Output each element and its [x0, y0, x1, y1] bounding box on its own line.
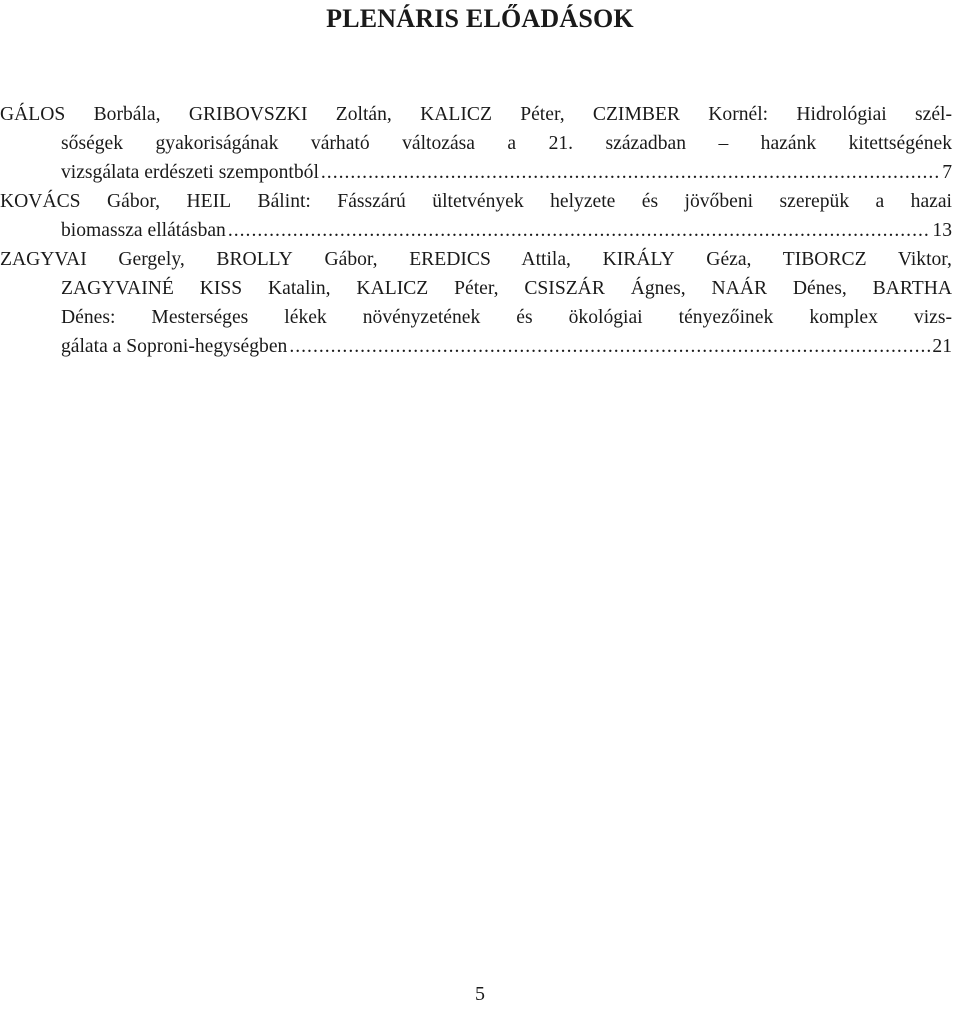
toc-entry-line — [0, 129, 952, 158]
author-surname-rest: SISZÁR — [537, 278, 605, 299]
author-initial: H — [186, 191, 201, 212]
author-initial: B — [872, 278, 886, 299]
author-given-name: Attila, — [490, 249, 603, 270]
author-given-name: Borbála, — [65, 104, 189, 125]
page-number: 5 — [475, 983, 485, 1005]
entry-title-text: biomassza ellátásban — [61, 220, 226, 241]
author-initial: K — [199, 278, 214, 299]
author-surname-rest: AGYVAI — [11, 249, 87, 270]
author-surname-rest: AGYVAINÉ — [72, 278, 174, 299]
author-surname-rest: ISS — [213, 278, 243, 299]
author-initial: G — [0, 104, 15, 125]
author-surname-rest: ALICZ — [434, 104, 492, 125]
author-surname-rest: EIL — [200, 191, 232, 212]
toc-entry-leader — [0, 216, 952, 245]
author-surname-rest: IBORCZ — [794, 249, 867, 270]
toc-entry — [0, 245, 952, 361]
author-initial: K — [602, 249, 617, 270]
author-given-name: Gábor, — [80, 191, 187, 212]
toc-entry-line — [0, 100, 952, 129]
author-initial: K — [420, 104, 435, 125]
author-given-name: Péter, — [428, 278, 525, 299]
author-given-name: Gergely, — [86, 249, 217, 270]
entry-page-number[interactable]: 21 — [932, 336, 952, 357]
toc-entry-line — [0, 274, 952, 303]
entry-page-number[interactable]: 7 — [942, 162, 952, 183]
toc-entry-line — [0, 245, 952, 274]
toc-entry-leader — [0, 158, 952, 187]
author-initial: Z — [0, 249, 12, 270]
author-initial: N — [711, 278, 726, 299]
author-initial: K — [0, 191, 15, 212]
entry-title-text: Dénes: Mesterséges lékek növényzetének és ökológiai tényezőinek komplex vizs- — [61, 307, 952, 328]
dot-leader — [228, 216, 931, 245]
entry-title-text: Bálint: Fásszárú ültetvények helyzete és jövőbeni szerepük a hazai — [231, 191, 952, 212]
author-surname-rest: ARTHA — [885, 278, 953, 299]
toc-entry — [0, 187, 952, 245]
author-initial: Z — [61, 278, 73, 299]
author-given-name: Péter, — [491, 104, 593, 125]
author-given-name: Zoltán, — [307, 104, 421, 125]
toc-entry-leader — [0, 332, 952, 361]
author-given-name: Dénes, — [767, 278, 873, 299]
toc-entry-line — [0, 303, 952, 332]
author-given-name — [174, 278, 200, 299]
table-of-contents — [0, 100, 952, 361]
author-surname-rest: ZIMBER — [605, 104, 680, 125]
author-initial: C — [592, 104, 606, 125]
author-given-name: Ágnes, — [604, 278, 712, 299]
entry-page-number[interactable]: 13 — [932, 220, 952, 241]
author-initial: G — [188, 104, 203, 125]
entry-title-text: Kornél: Hidrológiai szél- — [679, 104, 952, 125]
toc-entry-line — [0, 187, 952, 216]
author-given-name: Katalin, — [242, 278, 357, 299]
author-surname-rest: RIBOVSZKI — [202, 104, 308, 125]
author-initial: T — [782, 249, 795, 270]
entry-title-text: ső — [61, 133, 79, 154]
dot-leader — [289, 332, 930, 361]
author-surname-rest: IRÁLY — [616, 249, 675, 270]
toc-entry — [0, 100, 952, 187]
author-initial: C — [524, 278, 538, 299]
section-heading: PLENÁRIS ELŐADÁSOK — [326, 4, 634, 33]
entry-title-text: vizsgálata erdészeti szempontból — [61, 162, 319, 183]
entry-title-text: ségek gyakoriságának várható változása a 21. században – hazánk kitettségének — [78, 133, 952, 154]
author-surname-rest: REDICS — [421, 249, 491, 270]
author-surname-rest: ROLLY — [229, 249, 293, 270]
author-surname-rest: AÁR — [725, 278, 768, 299]
author-given-name: Géza, — [674, 249, 783, 270]
author-initial: E — [409, 249, 422, 270]
author-surname-rest: ALICZ — [370, 278, 429, 299]
author-surname-rest: OVÁCS — [14, 191, 81, 212]
author-surname-rest: ÁLOS — [14, 104, 66, 125]
dot-leader — [321, 158, 940, 187]
author-given-name: Viktor, — [866, 249, 952, 270]
author-initial: K — [356, 278, 371, 299]
author-initial: B — [216, 249, 230, 270]
author-given-name: Gábor, — [292, 249, 410, 270]
entry-title-text: gálata a Soproni-hegységben — [61, 336, 288, 357]
